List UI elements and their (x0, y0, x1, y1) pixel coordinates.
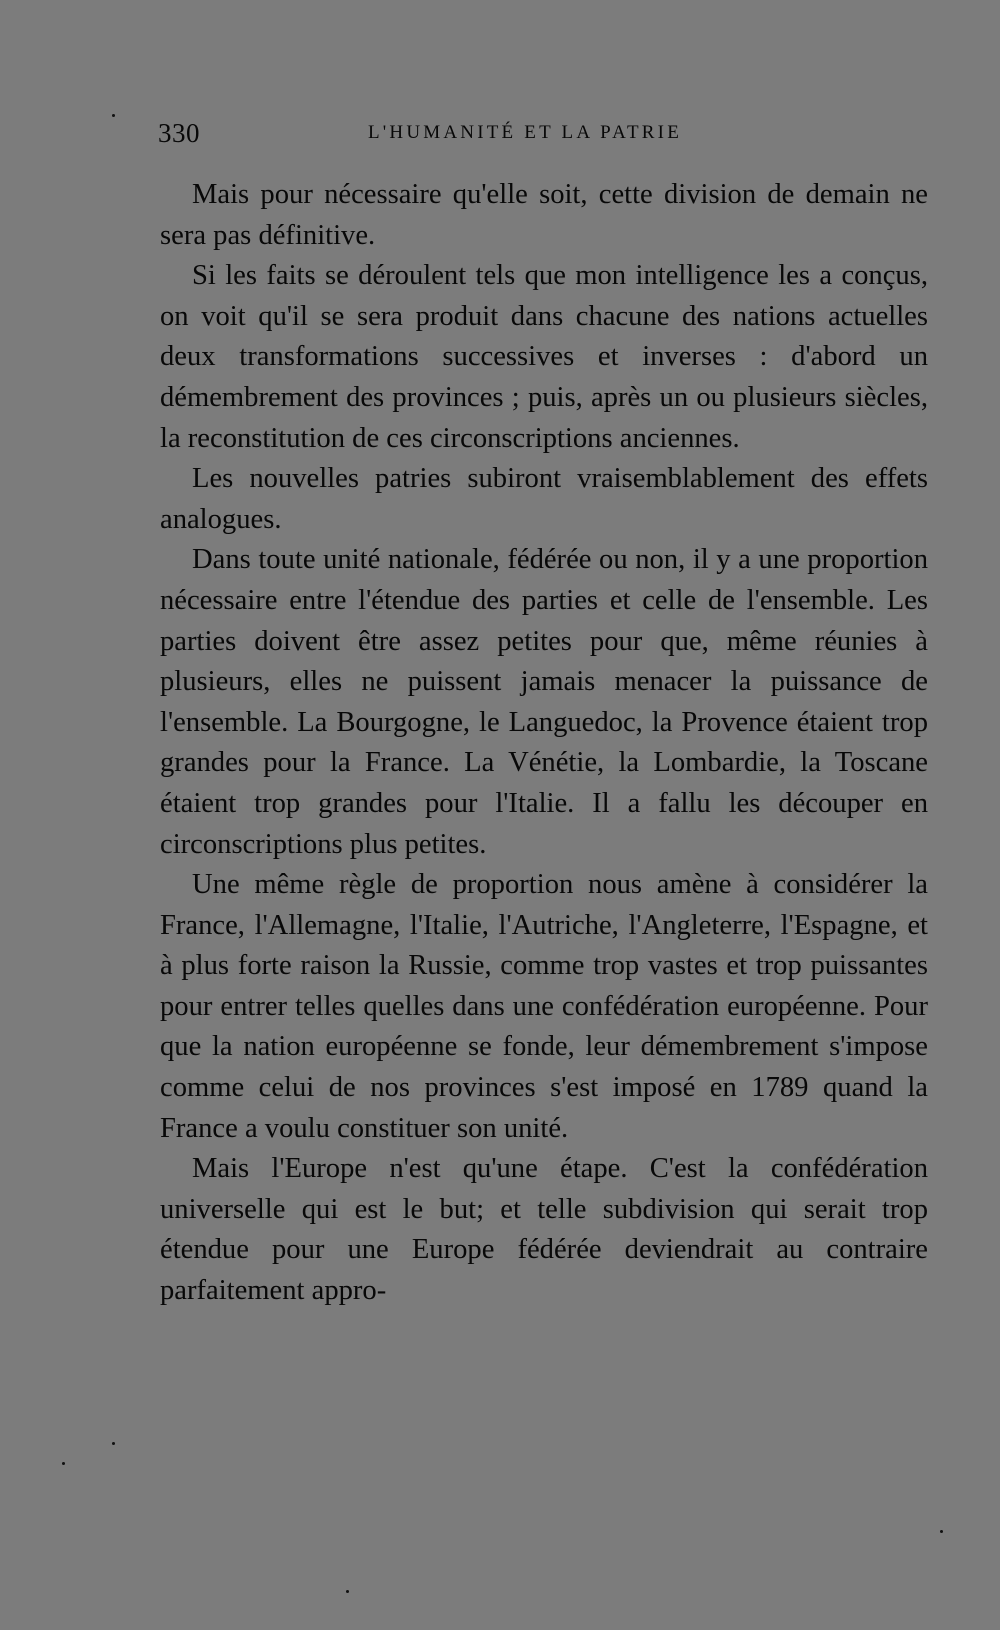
scan-speck (62, 1462, 65, 1465)
paragraph-2: Si les faits se déroulent tels que mon intelligence les a conçus, on voit qu'il se sera produit dans chacune des nations actuelles deux transformations successives et inverses : d'abord un démembrement des provinces ; puis, après un ou plusieurs siècles, la reconstitution de ces circonscriptions anciennes. (160, 260, 928, 454)
paragraph-6: Mais l'Europe n'est qu'une étape. C'est la confédération universelle qui est le but; et telle subdivision qui serait trop étendue pour une Europe fédérée deviendrait au contraire parfaitement appro- (160, 1153, 928, 1307)
running-header (158, 118, 728, 154)
paragraph-4: Dans toute unité nationale, fédérée ou non, il y a une proportion nécessaire entre l'étendue des parties et celle de l'ensemble. Les parties doivent être assez petites pour que, même réunies à plusieurs, elles ne puissent jamais menacer la puissance de l'ensemble. La Bourgogne, le Languedoc, la Provence étaient trop grandes pour la France. La Vénétie, la Lombardie, la Toscane étaient trop grandes pour l'Italie. Il a fallu les découper en circonscriptions plus petites. (160, 544, 928, 860)
paragraph-3: Les nouvelles patries subiront vraisemblablement des effets analogues. (160, 463, 928, 535)
scan-speck (940, 1530, 943, 1533)
body-text (160, 175, 928, 1312)
scan-speck (346, 1590, 349, 1593)
page-number: 330 (158, 118, 200, 148)
scan-speck (112, 1442, 115, 1445)
running-title: L'HUMANITÉ ET LA PATRIE (368, 122, 682, 143)
scan-speck (112, 114, 115, 117)
paragraph-1: Mais pour nécessaire qu'elle soit, cette division de demain ne sera pas définitive. (160, 179, 928, 251)
paragraph-5: Une même règle de proportion nous amène à considérer la France, l'Allemagne, l'Italie, l'Autriche, l'Angleterre, l'Espagne, et à plus forte raison la Russie, comme trop vastes et trop puissantes pour entrer telles quelles dans une confédération européenne. Pour que la nation européenne se fonde, leur démembrement s'impose comme celui de nos provinces s'est imposé en 1789 quand la France a voulu constituer son unité. (160, 869, 928, 1144)
